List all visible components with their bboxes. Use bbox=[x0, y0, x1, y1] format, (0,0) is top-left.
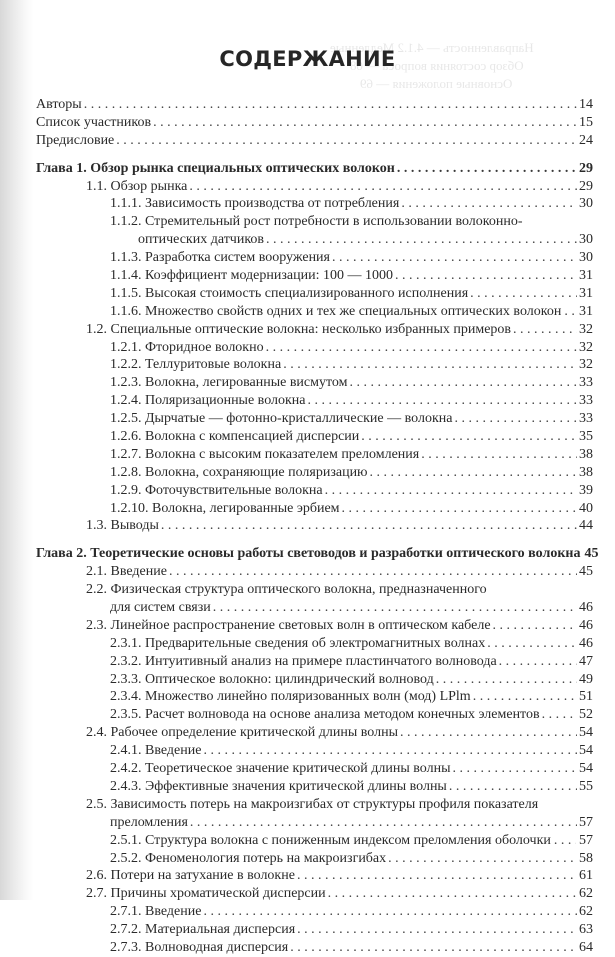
toc-entry-label: 2.3.5. Расчет волновода на основе анализа методом конечных элементов bbox=[110, 707, 540, 723]
dot-leader bbox=[401, 195, 577, 213]
toc-section-1-2[interactable] bbox=[36, 321, 593, 339]
toc-entry-label-line2: преломления bbox=[110, 814, 188, 830]
toc-entry-label: 1.2.10. Волокна, легированные эрбием bbox=[110, 500, 340, 516]
toc-page-number: 35 bbox=[579, 429, 593, 445]
toc-page-number: 33 bbox=[579, 375, 593, 391]
toc-page-number: 57 bbox=[579, 814, 593, 830]
toc-page-number: 45 bbox=[584, 546, 599, 562]
bleed-through-text: Направленность — 4.1.2 Медленные bbox=[330, 40, 534, 55]
toc-chapter-1[interactable] bbox=[36, 160, 593, 178]
toc-page-number: 45 bbox=[579, 564, 593, 580]
toc-section-1-2-5[interactable] bbox=[36, 410, 593, 428]
dot-leader bbox=[203, 742, 577, 760]
toc-chapter-label: Глава 1. Обзор рынка специальных оптических волокон bbox=[36, 160, 395, 176]
toc-entry-label: 1.3. Выводы bbox=[86, 518, 159, 534]
toc-entry-label: 1.1.4. Коэффициент модернизации: 100 — 1000 bbox=[110, 268, 393, 283]
toc-page-number: 54 bbox=[579, 743, 593, 759]
dot-leader bbox=[513, 321, 577, 339]
dot-leader bbox=[325, 482, 577, 500]
dot-leader bbox=[350, 374, 577, 392]
toc-page-number: 32 bbox=[579, 339, 593, 355]
toc-section-1-2-10[interactable] bbox=[36, 500, 593, 518]
toc-page-number: 31 bbox=[579, 268, 593, 283]
toc-page-number: 46 bbox=[579, 600, 593, 616]
dot-leader bbox=[190, 814, 577, 832]
toc-section-1-1-2[interactable] bbox=[36, 213, 593, 249]
toc-entry-authors[interactable] bbox=[36, 96, 593, 114]
toc-entry-label: 1.1.1. Зависимость производства от потребления bbox=[110, 196, 400, 212]
dot-leader bbox=[297, 867, 577, 885]
toc-section-2-5-1[interactable] bbox=[36, 832, 593, 850]
toc-section-2-1[interactable] bbox=[36, 563, 593, 581]
table-of-contents bbox=[36, 96, 599, 957]
toc-page-number: 51 bbox=[579, 689, 593, 705]
toc-page-number: 15 bbox=[579, 114, 593, 130]
toc-page-number: 47 bbox=[579, 653, 593, 669]
dot-leader bbox=[308, 392, 577, 410]
dot-leader bbox=[84, 96, 577, 114]
toc-section-1-1-5[interactable] bbox=[36, 285, 593, 303]
dot-leader bbox=[266, 339, 577, 357]
dot-leader bbox=[470, 285, 577, 303]
toc-entry-label: 2.3.3. Оптическое волокно: цилиндрический волновод bbox=[110, 671, 434, 687]
toc-page-number: 62 bbox=[579, 904, 593, 920]
toc-entry-label: 1.2.8. Волокна, сохраняющие поляризацию bbox=[110, 464, 368, 480]
toc-page-number: 44 bbox=[579, 518, 593, 534]
toc-entry-label: 2.1. Введение bbox=[86, 564, 167, 580]
dot-leader bbox=[370, 464, 577, 482]
toc-section-2-5-2[interactable] bbox=[36, 850, 593, 868]
toc-entry-label: 2.7. Причины хроматической дисперсии bbox=[86, 886, 326, 902]
toc-section-2-2[interactable] bbox=[36, 581, 593, 617]
toc-page-number: 62 bbox=[579, 886, 593, 902]
toc-page-number: 46 bbox=[579, 635, 593, 651]
toc-entry-label: Список участников bbox=[36, 114, 152, 130]
toc-page-number: 30 bbox=[579, 196, 593, 212]
toc-page-number: 31 bbox=[579, 285, 593, 301]
dot-leader bbox=[297, 921, 577, 939]
toc-page-number: 54 bbox=[579, 725, 593, 741]
toc-section-1-2-3[interactable] bbox=[36, 374, 593, 392]
dot-leader bbox=[454, 410, 577, 428]
toc-entry-label: 1.1. Обзор рынка bbox=[86, 178, 188, 194]
toc-entry-label: 2.4.2. Теоретическое значение критической длины волны bbox=[110, 761, 451, 777]
toc-entry-label: 1.1.6. Множество свойств одних и тех же специальных оптических волокон bbox=[110, 303, 562, 319]
toc-page-number: 30 bbox=[579, 250, 593, 266]
toc-entry-label: 1.2.2. Теллуритовые волокна bbox=[110, 357, 282, 373]
toc-section-2-4-1[interactable] bbox=[36, 742, 593, 760]
dot-leader bbox=[554, 832, 576, 850]
toc-entry-label-line1: 2.2. Физическая структура оптического волокна, предназначенного bbox=[86, 582, 487, 598]
dot-leader bbox=[400, 724, 577, 742]
spacer bbox=[36, 150, 593, 160]
toc-page-number: 32 bbox=[579, 357, 593, 373]
dot-leader bbox=[453, 760, 578, 778]
toc-section-2-7-1[interactable] bbox=[36, 903, 593, 921]
toc-entry-label: 2.7.2. Материальная дисперсия bbox=[110, 922, 296, 938]
toc-entry-label: Предисловие bbox=[36, 132, 115, 148]
dot-leader bbox=[564, 303, 576, 321]
bleed-through-text: Основные положения — 69 bbox=[360, 76, 513, 91]
toc-section-2-4-3[interactable] bbox=[36, 778, 593, 796]
toc-page-number: 38 bbox=[579, 446, 593, 462]
toc-section-2-6[interactable] bbox=[36, 867, 593, 885]
dot-leader bbox=[332, 249, 577, 267]
toc-section-2-3-3[interactable] bbox=[36, 671, 593, 689]
dot-leader bbox=[499, 653, 577, 671]
toc-section-1-3[interactable] bbox=[36, 517, 593, 535]
toc-section-2-7-3[interactable] bbox=[36, 939, 593, 957]
toc-section-2-4[interactable] bbox=[36, 724, 593, 742]
toc-entry-label: 2.5.2. Феноменология потерь на макроизгибах bbox=[110, 850, 387, 866]
toc-entry-label: 1.1.5. Высокая стоимость специализированного исполнения bbox=[110, 285, 469, 301]
toc-entry-contributors[interactable] bbox=[36, 114, 593, 132]
dot-leader bbox=[290, 939, 577, 957]
dot-leader bbox=[342, 500, 577, 518]
toc-page-number: 49 bbox=[579, 671, 593, 687]
toc-page-number: 33 bbox=[579, 393, 593, 409]
toc-entry-label-line2: для систем связи bbox=[110, 600, 211, 616]
dot-leader bbox=[542, 706, 577, 724]
toc-page-number: 14 bbox=[579, 96, 593, 112]
dot-leader bbox=[395, 267, 577, 285]
bleed-through-text: Обзор состояния вопроса — 68 bbox=[350, 58, 524, 73]
toc-entry-label-line1: 2.5. Зависимость потерь на макроизгибах от структуры профиля показателя bbox=[86, 796, 539, 812]
dot-leader bbox=[388, 850, 577, 868]
dot-leader bbox=[473, 688, 577, 706]
toc-entry-label: 1.2. Специальные оптические волокна: несколько избранных примеров bbox=[86, 321, 512, 337]
toc-entry-label: 1.2.1. Фторидное волокно bbox=[110, 339, 264, 355]
dot-leader bbox=[161, 517, 577, 535]
dot-leader bbox=[397, 160, 577, 178]
toc-section-2-3-4[interactable] bbox=[36, 689, 593, 707]
toc-entry-label: 1.2.6. Волокна с компенсацией дисперсии bbox=[110, 429, 360, 445]
toc-entry-preface[interactable] bbox=[36, 132, 593, 150]
toc-page-number: 54 bbox=[579, 761, 593, 777]
dot-leader bbox=[421, 446, 577, 464]
toc-page-number: 40 bbox=[579, 500, 593, 516]
dot-leader bbox=[203, 903, 577, 921]
toc-section-1-2-1[interactable] bbox=[36, 339, 593, 357]
toc-chapter-2[interactable] bbox=[36, 545, 599, 563]
toc-section-1-2-9[interactable] bbox=[36, 482, 593, 500]
toc-page-number: 30 bbox=[579, 232, 593, 248]
toc-chapter-label: Глава 2. Теоретические основы работы световодов и разработки оптического волокна bbox=[36, 546, 581, 562]
toc-page-number: 63 bbox=[579, 922, 593, 938]
toc-section-2-4-2[interactable] bbox=[36, 760, 593, 778]
dot-leader bbox=[449, 778, 577, 796]
toc-section-1-1-6[interactable] bbox=[36, 303, 593, 321]
toc-entry-label: 2.5.1. Структура волокна с пониженным индексом преломления оболочки bbox=[110, 832, 551, 848]
toc-section-1-2-2[interactable] bbox=[36, 356, 593, 374]
toc-entry-label: 2.7.1. Введение bbox=[110, 904, 202, 920]
toc-page-number: 46 bbox=[579, 617, 593, 633]
toc-section-1-2-6[interactable] bbox=[36, 428, 593, 446]
toc-section-2-7[interactable] bbox=[36, 885, 593, 903]
dot-leader bbox=[328, 885, 577, 903]
toc-page-number: 33 bbox=[579, 411, 593, 427]
dot-leader bbox=[169, 563, 577, 581]
dot-leader bbox=[213, 599, 577, 617]
toc-entry-label: 2.7.3. Волноводная дисперсия bbox=[110, 939, 289, 955]
toc-section-1-1-3[interactable] bbox=[36, 249, 593, 267]
toc-page-number: 38 bbox=[579, 464, 593, 480]
toc-entry-label: 2.6. Потери на затухание в волокне bbox=[86, 868, 295, 884]
dot-leader bbox=[436, 671, 577, 689]
toc-page-number: 39 bbox=[579, 482, 593, 498]
toc-page-number: 31 bbox=[579, 303, 593, 319]
toc-entry-label: 1.2.5. Дырчатые — фотонно-кристаллические — волокна bbox=[110, 411, 453, 427]
toc-entry-label-line2: оптических датчиков bbox=[138, 232, 265, 248]
toc-section-1-1-4[interactable] bbox=[36, 267, 593, 285]
toc-entry-label: 1.1.3. Разработка систем вооружения bbox=[110, 250, 330, 266]
toc-section-2-7-2[interactable] bbox=[36, 921, 593, 939]
toc-entry-label: 2.3. Линейное распространение световых волн в оптическом кабеле bbox=[86, 617, 491, 633]
toc-page-number: 58 bbox=[579, 850, 593, 866]
dot-leader bbox=[283, 356, 577, 374]
toc-section-1-2-4[interactable] bbox=[36, 392, 593, 410]
toc-page-number: 52 bbox=[579, 707, 593, 723]
toc-page-number: 24 bbox=[579, 132, 593, 148]
toc-entry-label: 1.2.3. Волокна, легированные висмутом bbox=[110, 375, 348, 391]
toc-section-1-2-7[interactable] bbox=[36, 446, 593, 464]
toc-entry-label: 2.3.1. Предварительные сведения об электромагнитных волнах bbox=[110, 635, 486, 651]
toc-entry-label: 1.2.4. Поляризационные волокна bbox=[110, 393, 306, 409]
page-title: СОДЕРЖАНИЕ bbox=[219, 47, 396, 72]
toc-section-2-5[interactable] bbox=[36, 796, 593, 832]
dot-leader bbox=[266, 231, 577, 249]
toc-page-number: 29 bbox=[579, 178, 593, 194]
toc-section-2-3-5[interactable] bbox=[36, 706, 593, 724]
toc-section-2-3-2[interactable] bbox=[36, 653, 593, 671]
page-binding-shadow bbox=[0, 0, 34, 900]
dot-leader bbox=[116, 132, 577, 150]
spacer bbox=[36, 535, 593, 545]
toc-section-2-3-1[interactable] bbox=[36, 635, 593, 653]
toc-entry-label: 2.3.4. Множество линейно поляризованных волн (мод) LPlm bbox=[110, 689, 471, 705]
toc-page-number: 55 bbox=[579, 778, 593, 794]
toc-entry-label-line1: 1.1.2. Стремительный рост потребности в использовании волоконно- bbox=[110, 214, 523, 230]
toc-entry-label: 2.4.3. Эффективные значения критической длины волны bbox=[110, 778, 447, 794]
toc-page-number: 61 bbox=[579, 868, 593, 884]
dot-leader bbox=[361, 428, 577, 446]
dot-leader bbox=[493, 617, 577, 635]
toc-page-number: 64 bbox=[579, 939, 593, 955]
toc-entry-label: Авторы bbox=[36, 96, 82, 112]
toc-section-1-1[interactable] bbox=[36, 178, 593, 196]
toc-page-number: 57 bbox=[579, 832, 593, 848]
toc-entry-label: 1.2.9. Фоточувствительные волокна bbox=[110, 482, 323, 498]
toc-entry-label: 2.4.1. Введение bbox=[110, 743, 202, 759]
toc-section-1-2-8[interactable] bbox=[36, 464, 593, 482]
toc-page-number: 32 bbox=[579, 321, 593, 337]
toc-page-number: 29 bbox=[579, 160, 593, 176]
toc-section-2-3[interactable] bbox=[36, 617, 593, 635]
toc-entry-label: 1.2.7. Волокна с высоким показателем преломления bbox=[110, 446, 420, 462]
dot-leader bbox=[153, 114, 577, 132]
toc-section-1-1-1[interactable] bbox=[36, 195, 593, 213]
toc-entry-label: 2.3.2. Интуитивный анализ на примере пластинчатого волновода bbox=[110, 653, 497, 669]
toc-entry-label: 2.4. Рабочее определение критической длины волны bbox=[86, 725, 399, 741]
dot-leader bbox=[487, 635, 577, 653]
dot-leader bbox=[189, 178, 577, 196]
